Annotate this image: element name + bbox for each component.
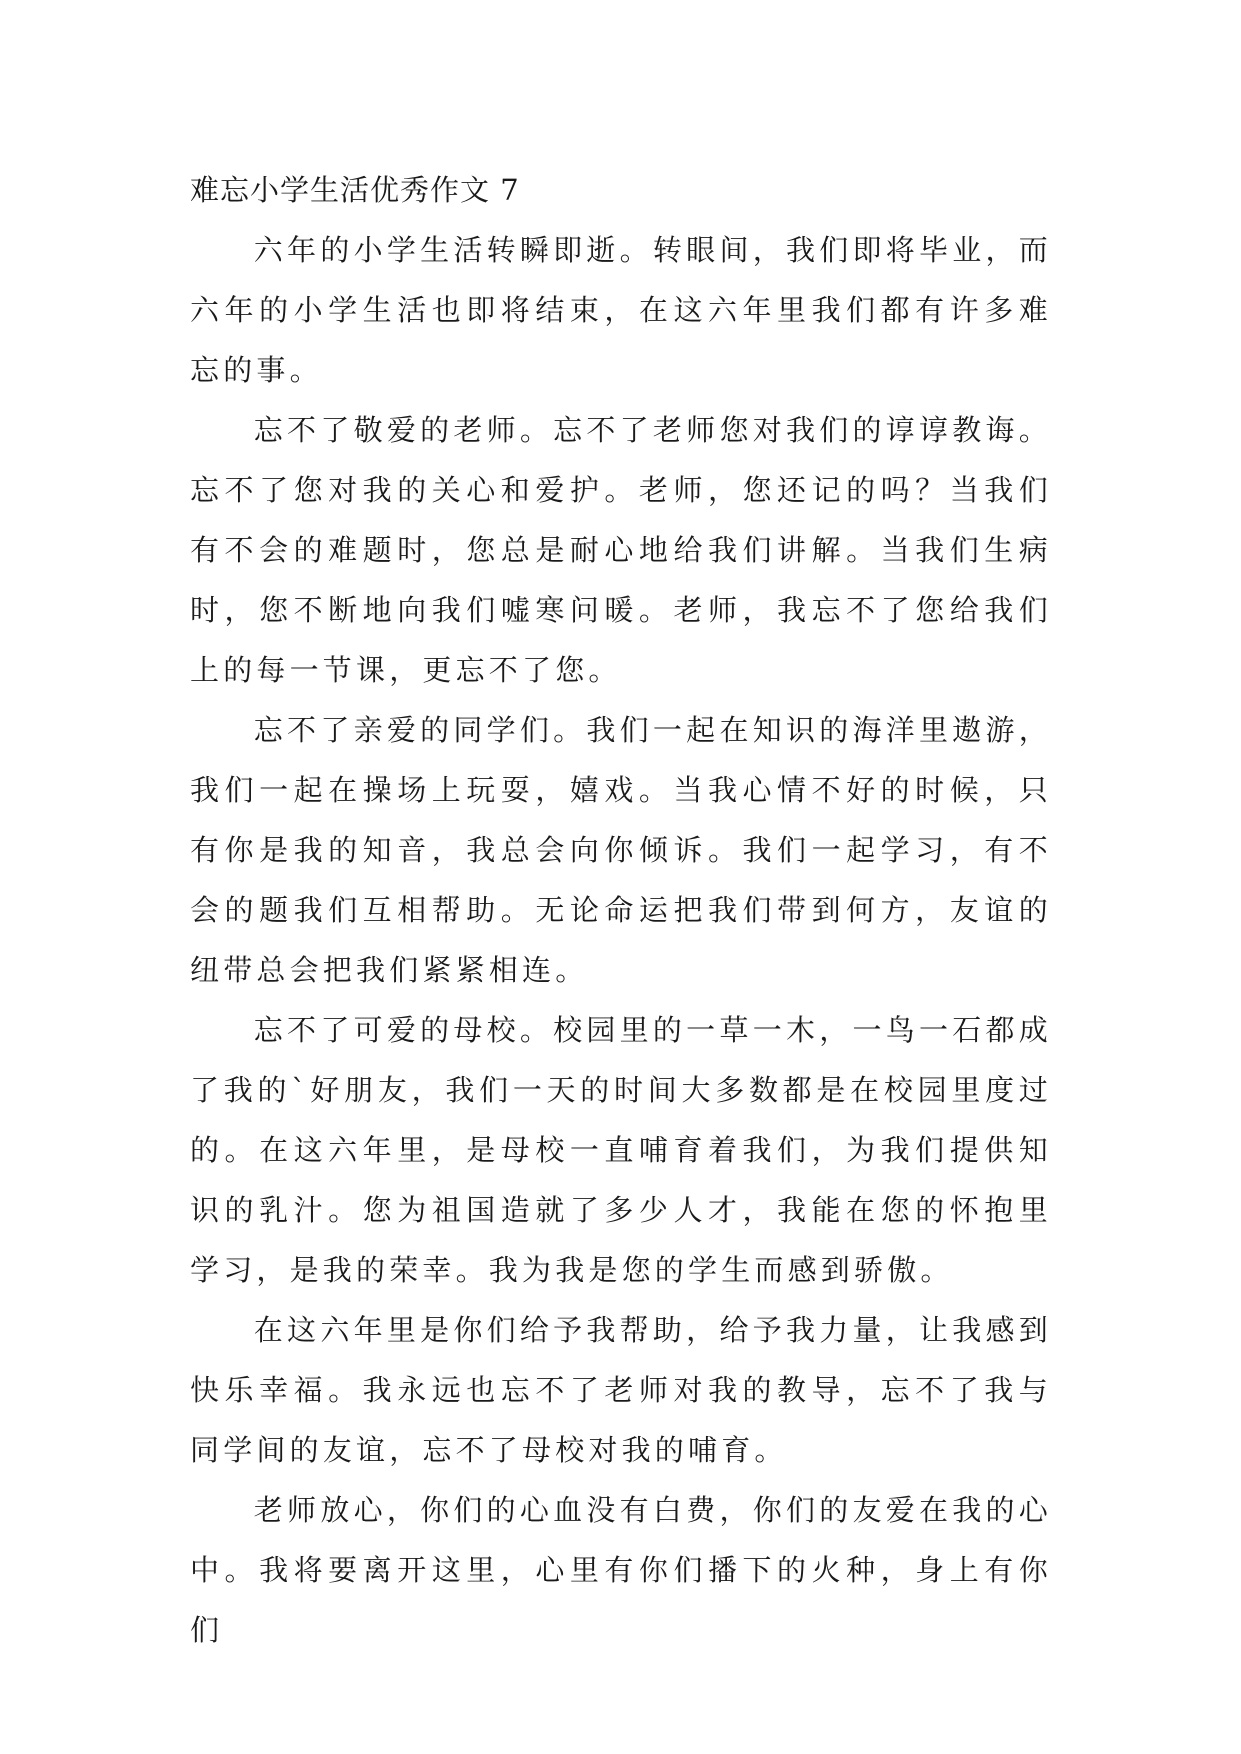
paragraph-4: 忘不了可爱的母校。校园里的一草一木，一鸟一石都成了我的`好朋友，我们一天的时间大多数都是在校园里度过的。在这六年里，是母校一直哺育着我们，为我们提供知识的乳汁。您为祖国造就了多少人才，我能在您的怀抱里学习，是我的荣幸。我为我是您的学生而感到骄傲。 bbox=[190, 1013, 1052, 1287]
document-title: 难忘小学生活优秀作文 7 bbox=[190, 173, 520, 207]
document-page bbox=[190, 160, 1052, 1660]
paragraph-6: 老师放心，你们的心血没有白费，你们的友爱在我的心中。我将要离开这里，心里有你们播下的火种，身上有你们 bbox=[190, 1493, 1052, 1647]
paragraph-1: 六年的小学生活转瞬即逝。转眼间，我们即将毕业，而六年的小学生活也即将结束，在这六年里我们都有许多难忘的事。 bbox=[190, 233, 1052, 387]
paragraph-5: 在这六年里是你们给予我帮助，给予我力量，让我感到快乐幸福。我永远也忘不了老师对我的教导，忘不了我与同学间的友谊，忘不了母校对我的哺育。 bbox=[190, 1313, 1052, 1467]
paragraph-3: 忘不了亲爱的同学们。我们一起在知识的海洋里遨游，我们一起在操场上玩耍，嬉戏。当我心情不好的时候，只有你是我的知音，我总会向你倾诉。我们一起学习，有不会的题我们互相帮助。无论命运把我们带到何方，友谊的纽带总会把我们紧紧相连。 bbox=[190, 713, 1052, 987]
paragraph-2: 忘不了敬爱的老师。忘不了老师您对我们的谆谆教诲。忘不了您对我的关心和爱护。老师，您还记的吗？当我们有不会的难题时，您总是耐心地给我们讲解。当我们生病时，您不断地向我们嘘寒问暖。老师，我忘不了您给我们上的每一节课，更忘不了您。 bbox=[190, 413, 1052, 687]
